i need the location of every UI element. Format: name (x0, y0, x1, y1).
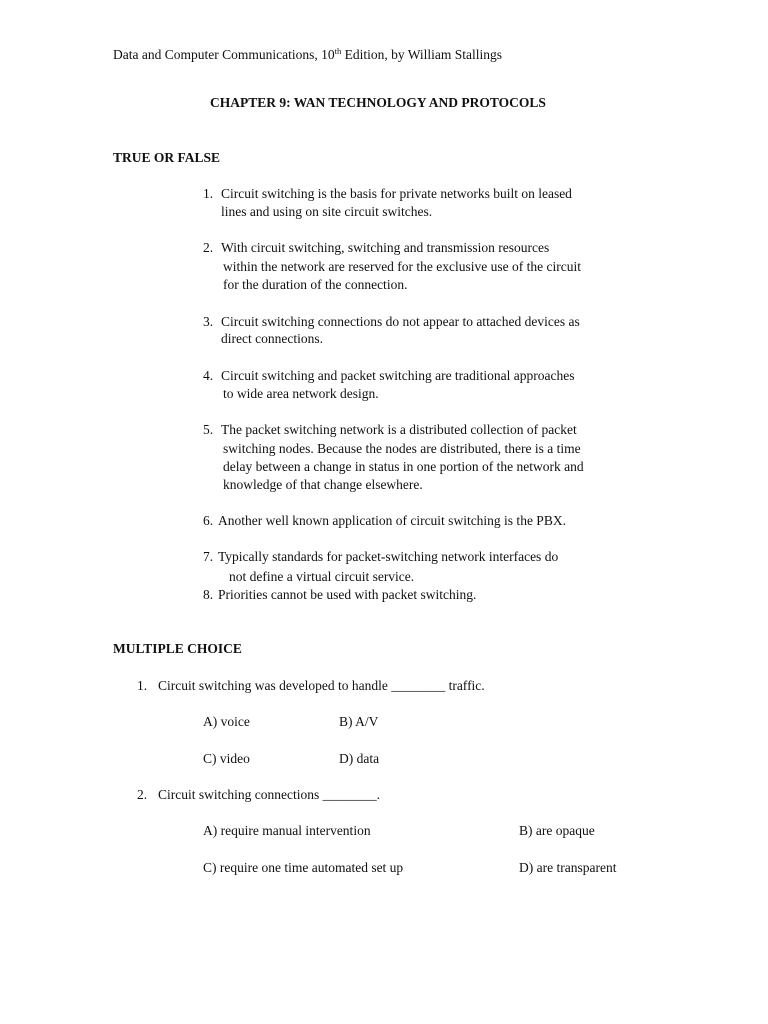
tf-item-1-line-1: Circuit switching is the basis for private networks built on leased (221, 186, 572, 201)
mc-question-1-option-b: B) A/V (339, 714, 379, 729)
header-superscript: th (334, 46, 342, 56)
tf-item-7-line-2: not define a virtual circuit service. (229, 569, 415, 584)
tf-item-4-number: 4. (203, 368, 214, 383)
tf-item-5-line-4: knowledge of that change elsewhere. (223, 477, 423, 492)
mc-question-2-option-b: B) are opaque (519, 823, 595, 838)
mc-question-1-option-c: C) video (203, 751, 250, 766)
tf-item-3-line-2: direct connections. (221, 331, 323, 346)
tf-item-3-number: 3. (203, 314, 214, 329)
multiple-choice-heading: MULTIPLE CHOICE (113, 641, 242, 656)
tf-item-4-line-2: to wide area network design. (223, 386, 379, 401)
tf-item-2-line-1: With circuit switching, switching and transmission resources (221, 240, 550, 255)
tf-item-5-line-1: The packet switching network is a distributed collection of packet (221, 422, 577, 437)
tf-item-8-line-1: Priorities cannot be used with packet switching. (218, 587, 477, 602)
mc-question-2-number: 2. (137, 787, 148, 802)
tf-item-5-number: 5. (203, 422, 214, 437)
tf-item-6-number: 6. (203, 513, 214, 528)
mc-question-1-text: Circuit switching was developed to handle ________ traffic. (158, 678, 485, 693)
mc-question-1-option-a: A) voice (203, 714, 250, 729)
tf-item-2-line-3: for the duration of the connection. (223, 277, 408, 292)
tf-item-7-number: 7. (203, 549, 214, 564)
mc-question-2-text: Circuit switching connections ________. (158, 787, 380, 802)
mc-question-2-option-c: C) require one time automated set up (203, 860, 404, 875)
chapter-title: CHAPTER 9: WAN TECHNOLOGY AND PROTOCOLS (210, 95, 546, 110)
mc-question-2-option-d: D) are transparent (519, 860, 617, 875)
header-prefix: Data and Computer Communications, 10 (113, 47, 335, 62)
tf-item-4-line-1: Circuit switching and packet switching are traditional approaches (221, 368, 575, 383)
tf-item-1-number: 1. (203, 186, 214, 201)
tf-item-2-line-2: within the network are reserved for the exclusive use of the circuit (223, 259, 581, 274)
mc-question-1-option-d: D) data (339, 751, 380, 766)
tf-item-8-number: 8. (203, 587, 214, 602)
tf-item-6-line-1: Another well known application of circuit switching is the PBX. (218, 513, 566, 528)
header-suffix: Edition, by William Stallings (341, 47, 503, 62)
mc-question-1-number: 1. (137, 678, 148, 693)
document-header (113, 46, 502, 63)
tf-item-5-line-2: switching nodes. Because the nodes are distributed, there is a time (223, 441, 581, 456)
tf-item-1-line-2: lines and using on site circuit switches. (221, 204, 433, 219)
tf-item-7-line-1: Typically standards for packet-switching network interfaces do (218, 549, 559, 564)
tf-item-2-number: 2. (203, 240, 214, 255)
mc-question-2-option-a: A) require manual intervention (203, 823, 371, 838)
tf-item-3-line-1: Circuit switching connections do not appear to attached devices as (221, 314, 580, 329)
true-false-heading: TRUE OR FALSE (113, 150, 221, 165)
tf-item-5-line-3: delay between a change in status in one portion of the network and (223, 459, 584, 474)
